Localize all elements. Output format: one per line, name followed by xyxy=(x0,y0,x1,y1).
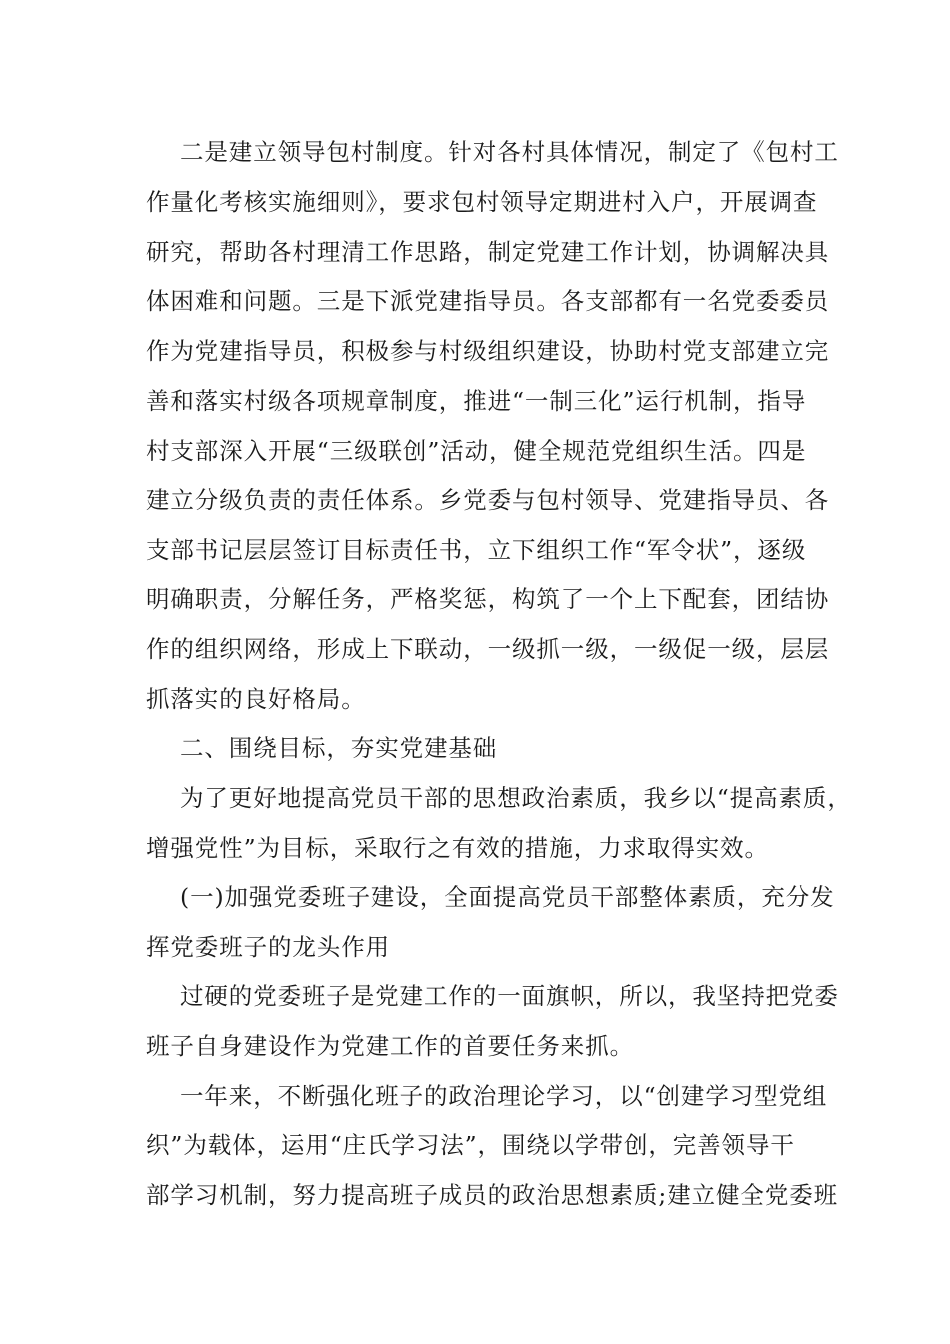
paragraph-line: 作的组织网络，形成上下联动，一级抓一级，一级促一级，层层 xyxy=(146,635,830,663)
paragraph-line: 织”为载体，运用“庄氏学习法”，围绕以学带创，完善领导干 xyxy=(146,1131,795,1159)
paragraph-line: 村支部深入开展“三级联创”活动，健全规范党组织生活。四是 xyxy=(146,437,807,465)
paragraph-line: 过硬的党委班子是党建工作的一面旗帜，所以，我坚持把党委 xyxy=(180,982,839,1010)
paragraph-line: 班子自身建设作为党建工作的首要任务来抓。 xyxy=(146,1032,634,1060)
paragraph-line: 部学习机制，努力提高班子成员的政治思想素质;建立健全党委班 xyxy=(146,1181,839,1209)
paragraph-line: 建立分级负责的责任体系。乡党委与包村领导、党建指导员、各 xyxy=(146,486,830,514)
paragraph-line: 增强党性”为目标，采取行之有效的措施，力求取得实效。 xyxy=(146,834,769,862)
paragraph-line: 为了更好地提高党员干部的思想政治素质，我乡以“提高素质， xyxy=(180,784,852,812)
subsection-heading: (一)加强党委班子建设，全面提高党员干部整体素质，充分发 xyxy=(180,883,835,911)
paragraph-line: 明确职责，分解任务，严格奖惩，构筑了一个上下配套，团结协 xyxy=(146,585,830,613)
paragraph-line: 善和落实村级各项规章制度，推进“一制三化”运行机制，指导 xyxy=(146,387,807,415)
section-heading: 二、围绕目标，夯实党建基础 xyxy=(180,734,498,762)
subsection-heading: 挥党委班子的龙头作用 xyxy=(146,933,390,961)
paragraph-line: 支部书记层层签订目标责任书，立下组织工作“军令状”，逐级 xyxy=(146,536,807,564)
paragraph-line: 二是建立领导包村制度。针对各村具体情况，制定了《包村工 xyxy=(180,138,839,166)
paragraph-line: 体困难和问题。三是下派党建指导员。各支部都有一名党委委员 xyxy=(146,287,830,315)
paragraph-line: 一年来，不断强化班子的政治理论学习，以“创建学习型党组 xyxy=(180,1082,828,1110)
paragraph-line: 作为党建指导员，积极参与村级组织建设，协助村党支部建立完 xyxy=(146,337,830,365)
paragraph-line: 研究，帮助各村理清工作思路，制定党建工作计划，协调解决具 xyxy=(146,238,830,266)
paragraph-line: 作量化考核实施细则》，要求包村领导定期进村入户，开展调查 xyxy=(146,188,818,216)
paragraph-line: 抓落实的良好格局。 xyxy=(146,685,366,713)
